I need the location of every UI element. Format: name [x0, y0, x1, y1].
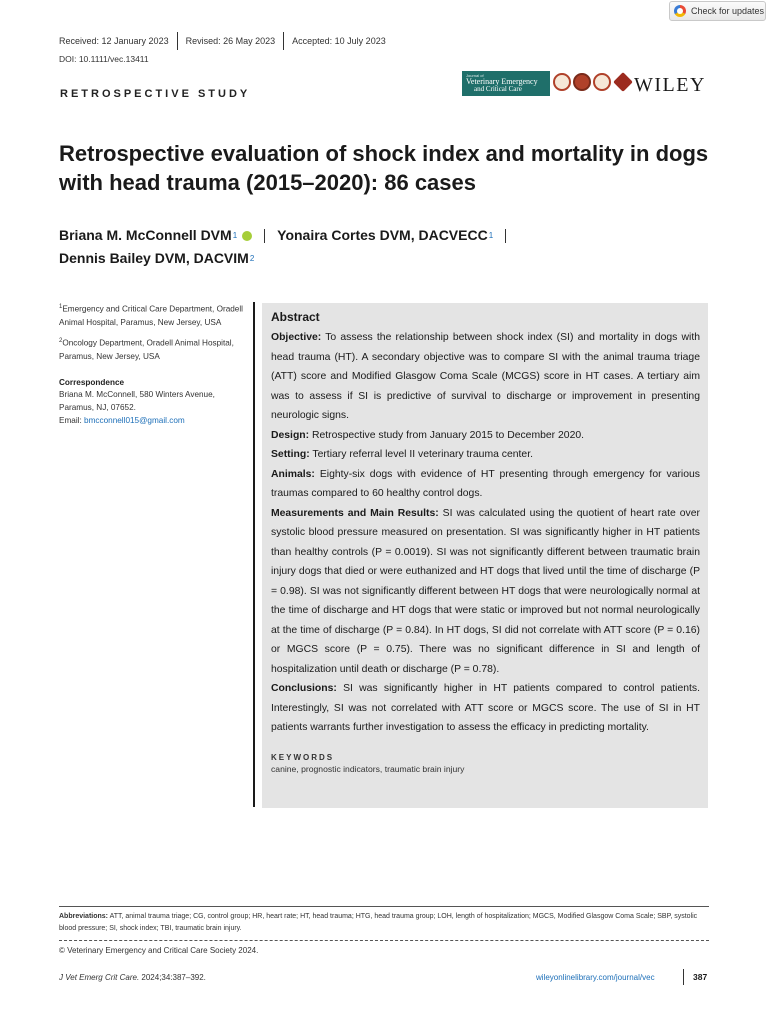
journal-logo-small: Journal of	[466, 73, 484, 78]
check-for-updates-button[interactable]	[669, 1, 766, 21]
author-name: Briana M. McConnell DVM	[59, 227, 232, 243]
divider	[264, 229, 265, 243]
society-seals	[553, 73, 633, 91]
correspondence-email: Email: bmcconnell015@gmail.com	[59, 416, 185, 426]
author-name: Yonaira Cortes DVM, DACVECC	[277, 227, 488, 243]
accepted-date: Accepted: 10 July 2023	[292, 36, 386, 46]
divider	[505, 229, 506, 243]
society-seal-icon	[573, 73, 591, 91]
page-number: 387	[693, 972, 708, 982]
abstract-heading: Abstract	[271, 310, 320, 324]
author-affiliation-link[interactable]: 1	[232, 231, 238, 240]
received-date: Received: 12 January 2023	[59, 36, 169, 46]
journal-logo-main: Veterinary Emergency	[466, 77, 538, 86]
revised-date: Revised: 26 May 2023	[185, 36, 276, 46]
copyright: © Veterinary Emergency and Critical Care Society 2024.	[59, 946, 259, 955]
check-for-updates-label: Check for updates	[691, 6, 765, 16]
abstract-box	[262, 303, 708, 808]
abstract-measurements: Measurements and Main Results: SI was calculated using the quotient of heart rate over systolic blood pressure measured on presentation. SI was significantly higher in HT patients than healthy controls (P = 0.0019). SI was not significantly different between traumatic brain injury dogs that died or were euthanized and HT dogs that lived until the time of discharge (P = 0.98). SI was not significantly different between HT dogs that were neurologically normal at the time of discharge and HT dogs that were static or improved but not normal neurologically at the time of discharge (P = 0.84). In HT dogs, SI did not correlate with ATT score (P = 0.16) or MGCS score (P = 0.75). There was no significant difference in SI and length of hospitalization until death or discharge (P = 0.78).	[271, 507, 700, 675]
journal-logo-sub: and Critical Care	[474, 85, 522, 93]
email-link[interactable]: bmcconnell015@gmail.com	[84, 416, 185, 426]
publisher-logo: WILEY	[634, 74, 706, 96]
crossmark-icon	[674, 5, 686, 17]
history-dates	[59, 32, 394, 50]
divider	[59, 940, 709, 941]
journal-logo	[462, 71, 550, 96]
divider	[683, 969, 684, 985]
society-seal-icon	[593, 73, 611, 91]
keywords-heading: KEYWORDS	[271, 752, 335, 762]
correspondence-heading: Correspondence	[59, 377, 125, 387]
abstract-objective: Objective: To assess the relationship between shock index (SI) and mortality in dogs with head trauma (HT). A secondary objective was to compare SI with the animal trauma triage (ATT) score and Modified Glasgow Coma Scale (MCGS) score in HT cases. A tertiary aim was to assess if SI is predictive of survival to discharge or improvement in presenting neurologic signs.	[271, 332, 700, 421]
article-title: Retrospective evaluation of shock index and mortality in dogs with head trauma (2015–2020): 86 cases	[59, 141, 709, 195]
author-list	[59, 224, 659, 270]
citation: J Vet Emerg Crit Care. 2024;34:387–392.	[59, 973, 206, 982]
author-affiliation-link[interactable]: 1	[488, 231, 494, 240]
abstract-animals: Animals: Eighty-six dogs with evidence of HT presenting through emergency for various traumas compared to 60 healthy control dogs.	[271, 468, 700, 499]
author-affiliation-link[interactable]: 2	[249, 254, 255, 263]
affiliation: $^2$Oncology Department, Oradell Animal Hospital, Paramus, New Jersey, USA	[59, 338, 234, 361]
author-name: Dennis Bailey DVM, DACVIM	[59, 250, 249, 266]
article-type: RETROSPECTIVE STUDY	[60, 88, 251, 100]
doi: DOI: 10.1111/vec.13411	[59, 54, 149, 64]
abbreviations: Abbreviations: ATT, animal trauma triage; CG, control group; HR, heart rate; HT, head trauma; HTG, head trauma group; LOH, length of hospitalization; MGCS, Modified Glasgow Coma Scale; SBP, systolic blood pressure; SI, shock index; TBI, traumatic brain injury.	[59, 906, 709, 934]
abstract-design: Design: Retrospective study from January 2015 to December 2020.	[271, 429, 585, 441]
correspondence-address: Briana M. McConnell, 580 Winters Avenue, Paramus, NJ, 07652.	[59, 390, 215, 413]
column-rule	[253, 302, 255, 807]
orcid-icon[interactable]	[242, 231, 252, 241]
keywords: canine, prognostic indicators, traumatic brain injury	[271, 763, 465, 774]
affiliation: $^1$Emergency and Critical Care Department, Oradell Animal Hospital, Paramus, New Jersey, USA	[59, 304, 243, 327]
journal-url-link[interactable]: wileyonlinelibrary.com/journal/vec	[536, 973, 655, 982]
society-seal-icon	[553, 73, 571, 91]
abstract-setting: Setting: Tertiary referral level II veterinary trauma center.	[271, 449, 533, 460]
abstract-conclusions: Conclusions: SI was significantly higher in HT patients compared to control patients. Interestingly, SI was not correlated with ATT score or MGCS score. The use of SI in HT patients warrants further investigation to assess the efficacy in predicting mortality.	[271, 683, 700, 733]
society-cross-icon	[613, 72, 633, 92]
affiliations-panel	[59, 301, 245, 428]
